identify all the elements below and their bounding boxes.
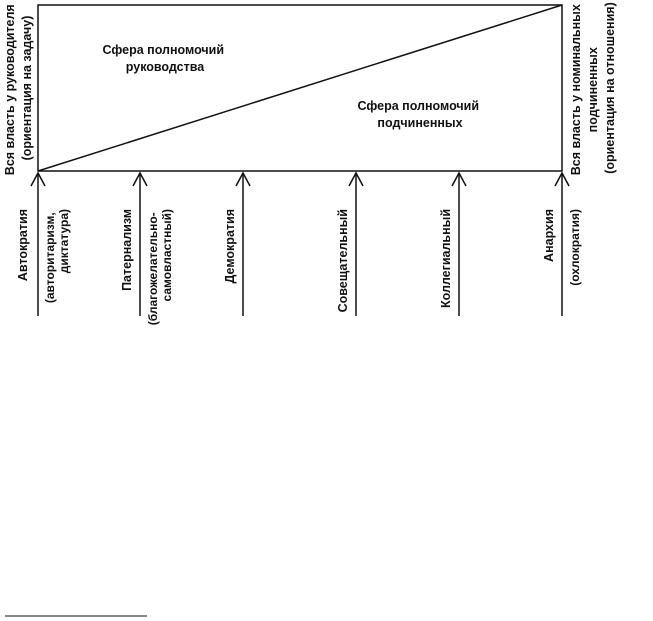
style-note: (охлократия)	[568, 209, 582, 286]
style-name: Патернализм	[120, 209, 134, 291]
zone-leader-label: Сфера полномочий руководства	[102, 43, 225, 74]
style-democracy	[223, 173, 250, 316]
style-anarchy	[542, 173, 582, 316]
authority-diagonal	[38, 5, 562, 171]
zone-subordinates-label: Сфера полномочий подчиненных	[357, 99, 480, 130]
style-collegial	[439, 173, 466, 316]
right-axis-label: Вся власть у номинальных подчиненных (ориентация на отношения)	[569, 2, 617, 176]
style-name: Демократия	[223, 209, 237, 284]
style-note: (авторитаризм, диктатура)	[43, 209, 71, 304]
left-axis-label: Вся власть у руководителя (ориентация на задачу)	[3, 4, 34, 176]
style-paternalism	[120, 173, 174, 325]
style-name: Анархия	[542, 209, 556, 262]
style-name: Автократия	[16, 209, 30, 282]
style-consultative	[336, 173, 363, 316]
style-name: Коллегиальный	[439, 209, 453, 308]
style-autocracy	[16, 173, 71, 316]
style-note: (благожелательно- самовластный)	[146, 209, 174, 326]
style-name: Совещательный	[336, 209, 350, 313]
